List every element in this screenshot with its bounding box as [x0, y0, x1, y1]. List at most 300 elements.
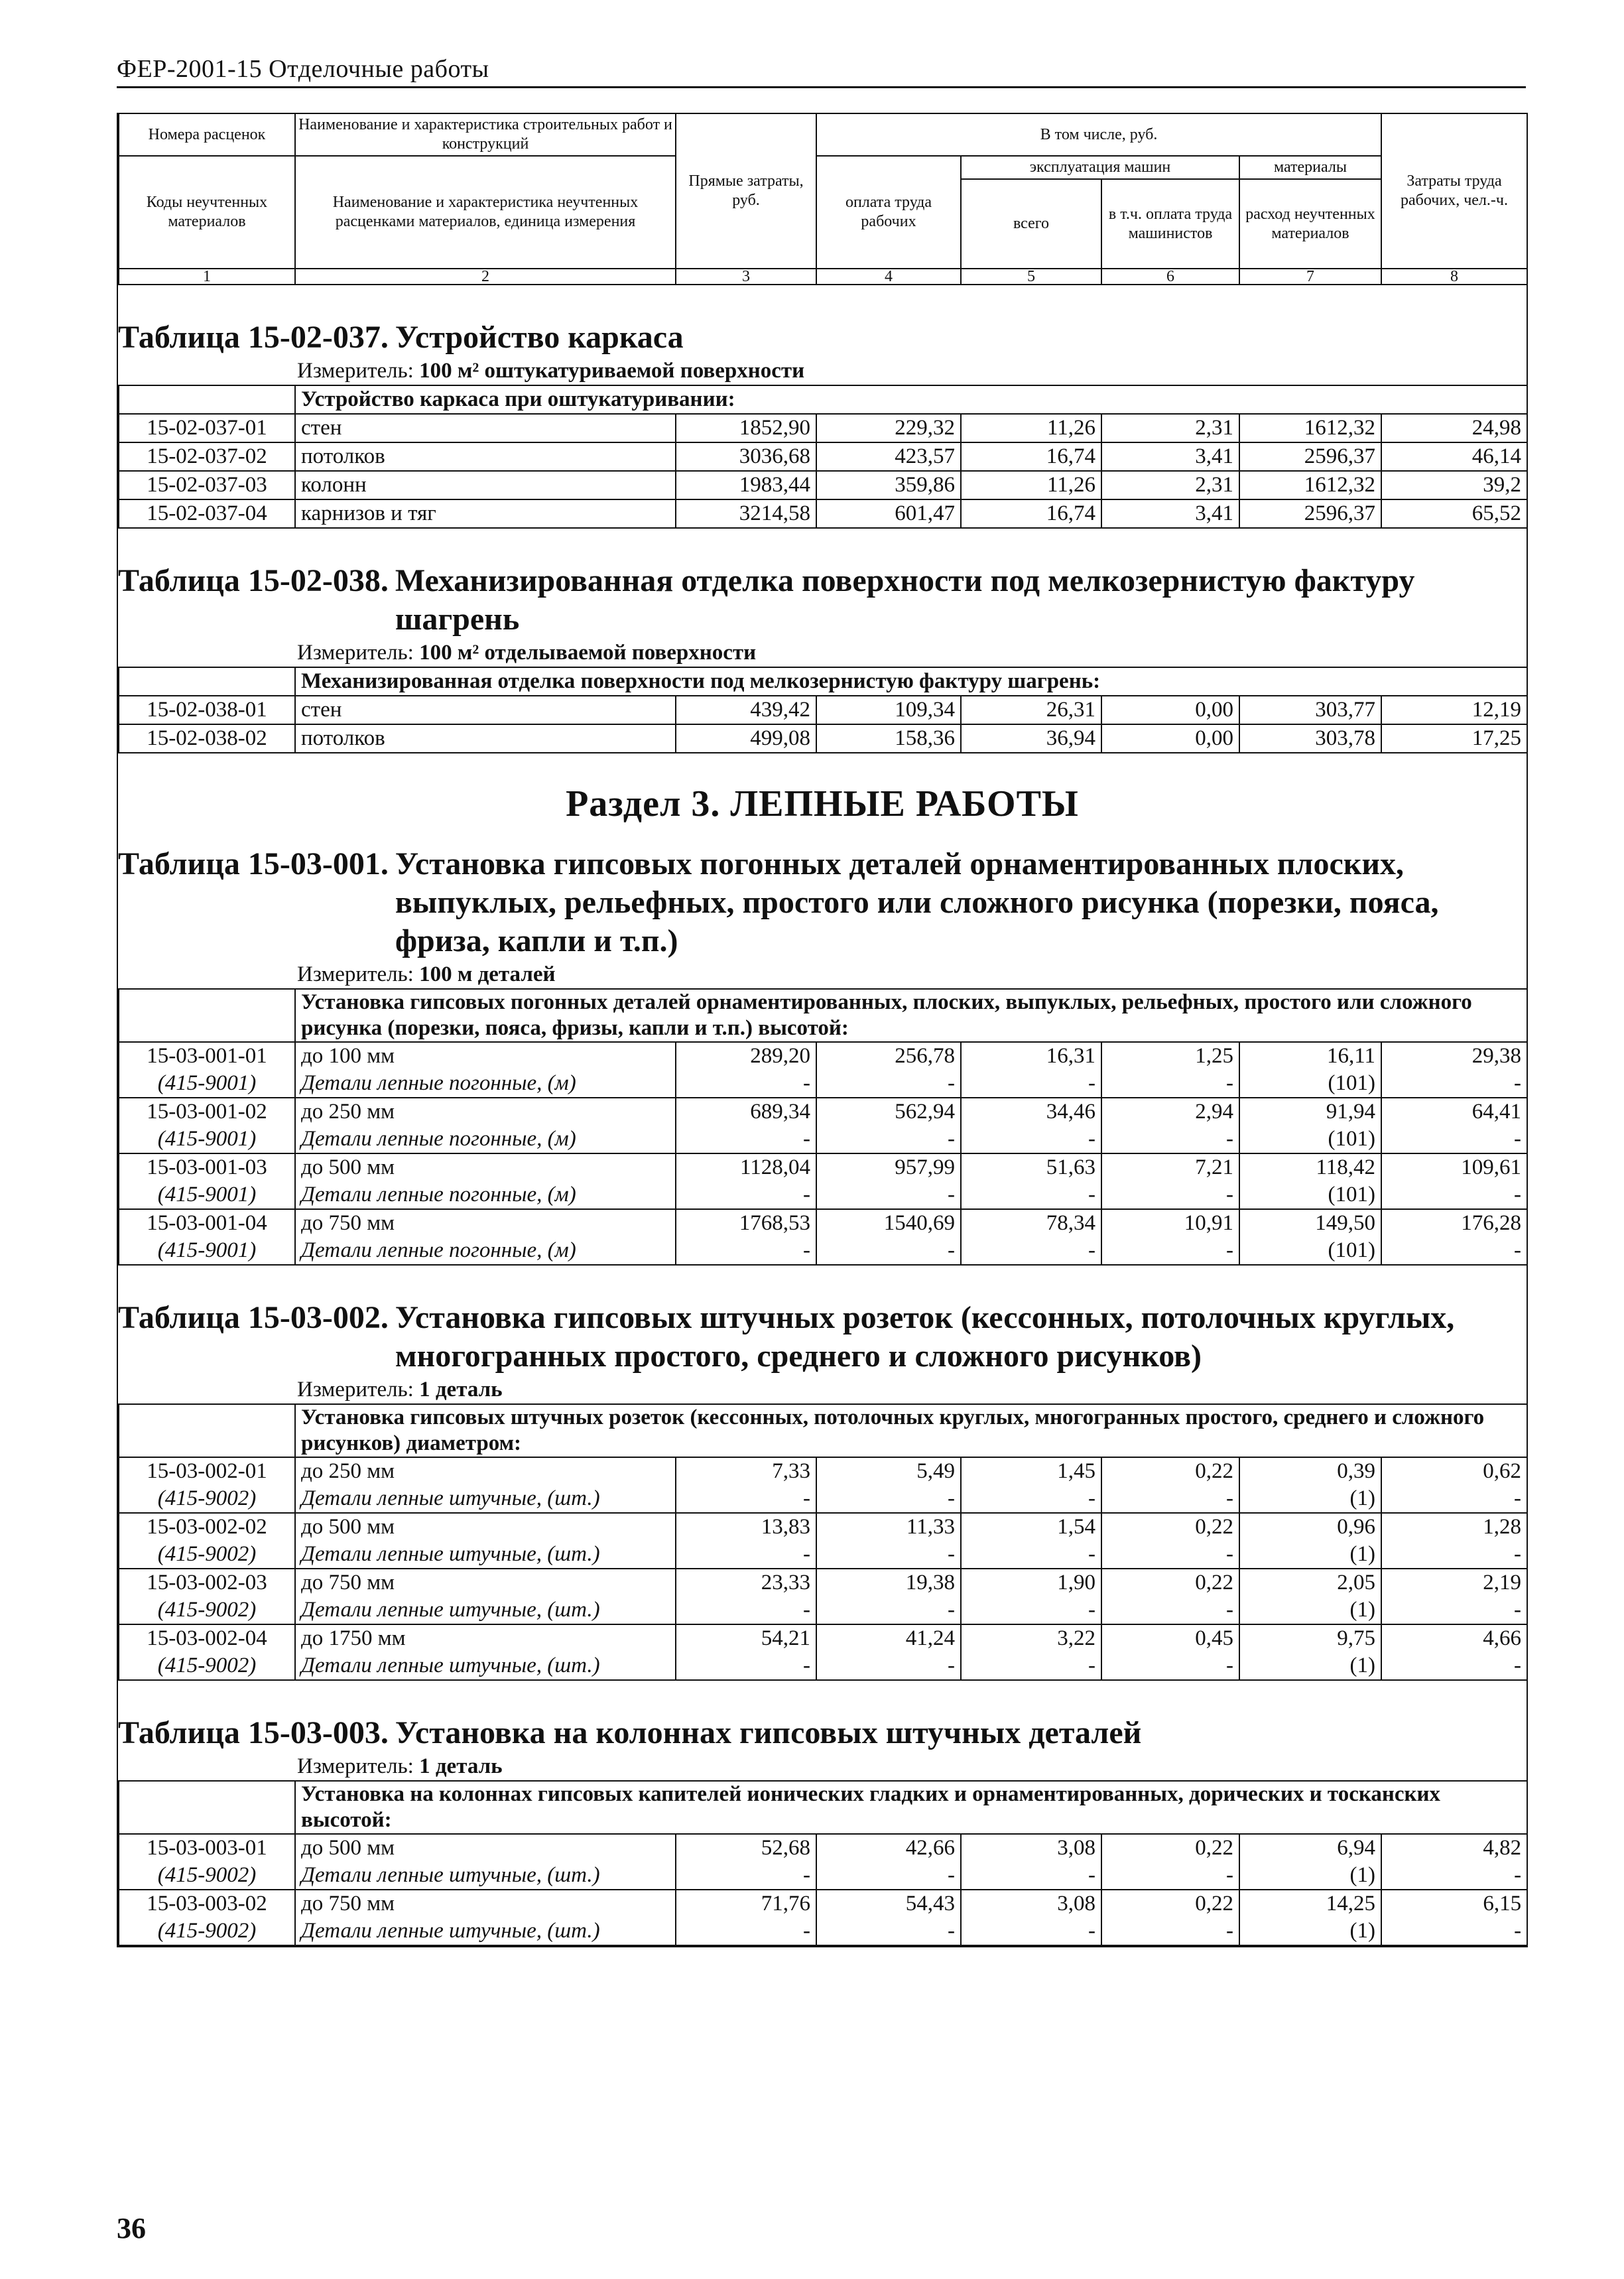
material-value: - — [1381, 1862, 1527, 1890]
rate-code: 15-03-002-01 — [119, 1457, 295, 1485]
value-cell: 6,15 — [1381, 1890, 1527, 1918]
material-value: - — [1381, 1126, 1527, 1153]
material-value: - — [1101, 1126, 1239, 1153]
material-value: - — [961, 1862, 1101, 1890]
rate-code: 15-03-001-02 — [119, 1098, 295, 1126]
value-cell: 2,31 — [1101, 471, 1239, 499]
material-name: Детали лепные погонные, (м) — [295, 1181, 676, 1209]
value-cell: 289,20 — [676, 1042, 816, 1070]
material-value: - — [961, 1126, 1101, 1153]
value-cell: 118,42 — [1239, 1153, 1381, 1181]
rate-code: 15-03-002-04 — [119, 1624, 295, 1652]
material-value: (101) — [1239, 1237, 1381, 1265]
table-row — [119, 1042, 1527, 1070]
work-name: потолков — [295, 724, 676, 753]
rate-code: 15-03-002-03 — [119, 1569, 295, 1596]
value-cell: 256,78 — [816, 1042, 961, 1070]
rate-table — [118, 667, 1528, 753]
table-row — [119, 1457, 1527, 1485]
work-name: до 500 мм — [295, 1153, 676, 1181]
rate-code: 15-03-002-02 — [119, 1513, 295, 1541]
material-value: (1) — [1239, 1862, 1381, 1890]
material-name: Детали лепные погонные, (м) — [295, 1126, 676, 1153]
rate-code: 15-02-038-02 — [119, 724, 295, 753]
rate-code: 15-02-038-01 — [119, 696, 295, 724]
meter-label: Измеритель: — [297, 962, 414, 986]
material-code: (415-9002) — [119, 1596, 295, 1624]
material-value: - — [1101, 1237, 1239, 1265]
value-cell: 3,41 — [1101, 499, 1239, 528]
value-cell: 4,82 — [1381, 1834, 1527, 1862]
value-cell: 3,41 — [1101, 442, 1239, 471]
group-heading: Установка гипсовых погонных деталей орнаментированных, плоских, выпуклых, рельефных, простого или сложного рисунка (порезки, пояса, фризы, капли и т.п.) высотой: — [295, 989, 1527, 1042]
material-value: - — [1381, 1070, 1527, 1098]
meter-value: 1 деталь — [419, 1378, 503, 1401]
group-row — [119, 1404, 1527, 1457]
material-row — [119, 1070, 1527, 1098]
header-rule — [117, 86, 1526, 88]
value-cell: 0,22 — [1101, 1513, 1239, 1541]
meter-label: Измеритель: — [297, 1378, 414, 1401]
table-row — [119, 442, 1527, 471]
work-name: до 500 мм — [295, 1513, 676, 1541]
header-material-usage: расход неучтенных материалов — [1239, 179, 1381, 269]
group-spacer — [119, 385, 295, 414]
rate-table — [118, 385, 1528, 529]
header-machinist-pay: в т.ч. оплата труда машинистов — [1101, 179, 1239, 269]
rate-code: 15-02-037-04 — [119, 499, 295, 528]
material-code: (415-9001) — [119, 1237, 295, 1265]
rate-code: 15-02-037-02 — [119, 442, 295, 471]
table-meter — [118, 1376, 1527, 1403]
value-cell: 16,11 — [1239, 1042, 1381, 1070]
material-value: (1) — [1239, 1918, 1381, 1945]
material-value: (1) — [1239, 1652, 1381, 1680]
table-name: Механизированная отделка поверхности под мелкозернистую фактуру шагрень — [395, 563, 1415, 637]
header-material-name: Наименование и характеристика неучтенных расценками материалов, единица измерения — [295, 156, 676, 269]
value-cell: 359,86 — [816, 471, 961, 499]
material-code: (415-9002) — [119, 1862, 295, 1890]
rate-code: 15-03-003-01 — [119, 1834, 295, 1862]
material-value: - — [961, 1918, 1101, 1945]
work-name: до 500 мм — [295, 1834, 676, 1862]
value-cell: 3,08 — [961, 1890, 1101, 1918]
material-value: - — [1101, 1485, 1239, 1513]
value-cell: 39,2 — [1381, 471, 1527, 499]
group-row — [119, 385, 1527, 414]
value-cell: 601,47 — [816, 499, 961, 528]
work-name: до 750 мм — [295, 1209, 676, 1237]
table-name: Установка гипсовых штучных розеток (кессонных, потолочных круглых, многогранных простого, среднего и сложного рисунков) — [395, 1300, 1455, 1374]
table-title — [118, 562, 1527, 639]
material-value: - — [1101, 1596, 1239, 1624]
material-name: Детали лепные штучные, (шт.) — [295, 1652, 676, 1680]
material-name: Детали лепные штучные, (шт.) — [295, 1862, 676, 1890]
table-number: Таблица 15-02-037. — [118, 320, 389, 355]
value-cell: 14,25 — [1239, 1890, 1381, 1918]
value-cell: 71,76 — [676, 1890, 816, 1918]
table-row — [119, 499, 1527, 528]
table-row — [119, 1624, 1527, 1652]
work-name: до 100 мм — [295, 1042, 676, 1070]
material-value: - — [816, 1596, 961, 1624]
material-value: - — [961, 1541, 1101, 1569]
meter-value: 1 деталь — [419, 1754, 503, 1778]
value-cell: 229,32 — [816, 414, 961, 442]
value-cell: 0,39 — [1239, 1457, 1381, 1485]
value-cell: 16,74 — [961, 442, 1101, 471]
value-cell: 2,19 — [1381, 1569, 1527, 1596]
material-row — [119, 1652, 1527, 1680]
material-value: - — [676, 1918, 816, 1945]
price-sheet — [117, 113, 1528, 1947]
value-cell: 17,25 — [1381, 724, 1527, 753]
value-cell: 423,57 — [816, 442, 961, 471]
material-value: - — [1101, 1541, 1239, 1569]
value-cell: 3036,68 — [676, 442, 816, 471]
rate-table — [118, 1780, 1528, 1946]
material-value: - — [676, 1126, 816, 1153]
value-cell: 78,34 — [961, 1209, 1101, 1237]
material-value: - — [816, 1237, 961, 1265]
value-cell: 689,34 — [676, 1098, 816, 1126]
group-heading: Устройство каркаса при оштукатуривании: — [295, 385, 1527, 414]
table-row — [119, 471, 1527, 499]
value-cell: 439,42 — [676, 696, 816, 724]
value-cell: 16,31 — [961, 1042, 1101, 1070]
header-machines-total: всего — [961, 179, 1101, 269]
meter-value: 100 м² оштукатуриваемой поверхности — [419, 359, 805, 383]
material-value: - — [816, 1485, 961, 1513]
value-cell: 0,00 — [1101, 724, 1239, 753]
meter-label: Измеритель: — [297, 641, 414, 665]
material-row — [119, 1596, 1527, 1624]
value-cell: 3,22 — [961, 1624, 1101, 1652]
group-heading: Механизированная отделка поверхности под мелкозернистую фактуру шагрень: — [295, 667, 1527, 696]
group-spacer — [119, 1781, 295, 1834]
table-name: Устройство каркаса — [395, 320, 684, 355]
value-cell: 303,77 — [1239, 696, 1381, 724]
value-cell: 3,08 — [961, 1834, 1101, 1862]
value-cell: 34,46 — [961, 1098, 1101, 1126]
value-cell: 65,52 — [1381, 499, 1527, 528]
value-cell: 2596,37 — [1239, 442, 1381, 471]
material-value: (1) — [1239, 1541, 1381, 1569]
value-cell: 54,43 — [816, 1890, 961, 1918]
value-cell: 41,24 — [816, 1624, 961, 1652]
column-number: 8 — [1381, 269, 1527, 285]
material-name: Детали лепные штучные, (шт.) — [295, 1918, 676, 1945]
value-cell: 2,05 — [1239, 1569, 1381, 1596]
material-code: (415-9002) — [119, 1541, 295, 1569]
material-value: (1) — [1239, 1485, 1381, 1513]
material-code: (415-9002) — [119, 1652, 295, 1680]
table-row — [119, 696, 1527, 724]
table-row — [119, 724, 1527, 753]
material-value: (101) — [1239, 1126, 1381, 1153]
material-value: (101) — [1239, 1070, 1381, 1098]
material-value: - — [1381, 1541, 1527, 1569]
rate-code: 15-03-003-02 — [119, 1890, 295, 1918]
group-row — [119, 1781, 1527, 1834]
table-row — [119, 1569, 1527, 1596]
work-name: стен — [295, 696, 676, 724]
material-code: (415-9002) — [119, 1918, 295, 1945]
value-cell: 4,66 — [1381, 1624, 1527, 1652]
value-cell: 109,34 — [816, 696, 961, 724]
material-value: - — [816, 1918, 961, 1945]
value-cell: 0,22 — [1101, 1569, 1239, 1596]
column-number: 3 — [676, 269, 816, 285]
value-cell: 91,94 — [1239, 1098, 1381, 1126]
value-cell: 2,94 — [1101, 1098, 1239, 1126]
value-cell: 24,98 — [1381, 414, 1527, 442]
value-cell: 10,91 — [1101, 1209, 1239, 1237]
table-number: Таблица 15-02-038. — [118, 563, 389, 598]
table-row — [119, 1890, 1527, 1918]
value-cell: 7,21 — [1101, 1153, 1239, 1181]
material-value: - — [816, 1652, 961, 1680]
work-name: карнизов и тяг — [295, 499, 676, 528]
rate-tables — [118, 318, 1527, 1946]
value-cell: 36,94 — [961, 724, 1101, 753]
value-cell: 6,94 — [1239, 1834, 1381, 1862]
table-row — [119, 1834, 1527, 1862]
value-cell: 1128,04 — [676, 1153, 816, 1181]
work-name: до 250 мм — [295, 1098, 676, 1126]
value-cell: 0,62 — [1381, 1457, 1527, 1485]
material-value: (1) — [1239, 1596, 1381, 1624]
meter-label: Измеритель: — [297, 1754, 414, 1778]
value-cell: 0,00 — [1101, 696, 1239, 724]
table-title — [118, 845, 1527, 960]
rate-code: 15-03-001-04 — [119, 1209, 295, 1237]
column-number: 6 — [1101, 269, 1239, 285]
value-cell: 11,26 — [961, 471, 1101, 499]
table-row — [119, 1209, 1527, 1237]
table-meter — [118, 960, 1527, 988]
header-worker-pay: оплата труда рабочих — [816, 156, 961, 269]
document-title: ФЕР-2001-15 Отделочные работы — [117, 55, 489, 83]
value-cell: 64,41 — [1381, 1098, 1527, 1126]
rate-code: 15-02-037-03 — [119, 471, 295, 499]
value-cell: 7,33 — [676, 1457, 816, 1485]
page-number: 36 — [117, 2212, 146, 2245]
work-name: до 750 мм — [295, 1569, 676, 1596]
header-machine-operation: эксплуатация машин — [961, 156, 1239, 179]
material-row — [119, 1918, 1527, 1945]
rate-code: 15-02-037-01 — [119, 414, 295, 442]
table-row — [119, 1513, 1527, 1541]
value-cell: 1768,53 — [676, 1209, 816, 1237]
material-value: - — [961, 1652, 1101, 1680]
table-name: Установка гипсовых погонных деталей орнаментированных плоских, выпуклых, рельефных, простого или сложного рисунка (порезки, пояса, фриза, капли и т.п.) — [395, 846, 1439, 958]
material-name: Детали лепные погонные, (м) — [295, 1237, 676, 1265]
value-cell: 1612,32 — [1239, 414, 1381, 442]
material-code: (415-9001) — [119, 1126, 295, 1153]
material-name: Детали лепные штучные, (шт.) — [295, 1596, 676, 1624]
material-value: - — [1381, 1237, 1527, 1265]
work-name: до 750 мм — [295, 1890, 676, 1918]
value-cell: 9,75 — [1239, 1624, 1381, 1652]
group-spacer — [119, 1404, 295, 1457]
material-value: - — [1101, 1652, 1239, 1680]
material-value: - — [1381, 1918, 1527, 1945]
value-cell: 26,31 — [961, 696, 1101, 724]
value-cell: 499,08 — [676, 724, 816, 753]
value-cell: 0,22 — [1101, 1834, 1239, 1862]
material-value: - — [1381, 1181, 1527, 1209]
table-row — [119, 1153, 1527, 1181]
value-cell: 176,28 — [1381, 1209, 1527, 1237]
table-meter — [118, 357, 1527, 385]
material-row — [119, 1237, 1527, 1265]
table-row — [119, 1098, 1527, 1126]
header-materials: материалы — [1239, 156, 1381, 179]
value-cell: 46,14 — [1381, 442, 1527, 471]
material-value: - — [961, 1485, 1101, 1513]
material-value: - — [961, 1181, 1101, 1209]
material-value: - — [961, 1237, 1101, 1265]
material-value: - — [961, 1596, 1101, 1624]
material-row — [119, 1485, 1527, 1513]
table-number: Таблица 15-03-003. — [118, 1715, 389, 1750]
value-cell: 5,49 — [816, 1457, 961, 1485]
meter-value: 100 м деталей — [419, 962, 556, 986]
value-cell: 0,22 — [1101, 1457, 1239, 1485]
group-heading: Установка гипсовых штучных розеток (кессонных, потолочных круглых, многогранных простого, среднего и сложного рисунков) диаметром: — [295, 1404, 1527, 1457]
value-cell: 16,74 — [961, 499, 1101, 528]
value-cell: 1983,44 — [676, 471, 816, 499]
table-title — [118, 318, 1527, 357]
column-number: 4 — [816, 269, 961, 285]
material-value: - — [1381, 1652, 1527, 1680]
header-rate-numbers: Номера расценок — [119, 113, 295, 156]
group-spacer — [119, 667, 295, 696]
material-name: Детали лепные штучные, (шт.) — [295, 1541, 676, 1569]
work-name: потолков — [295, 442, 676, 471]
value-cell: 1,28 — [1381, 1513, 1527, 1541]
value-cell: 1,54 — [961, 1513, 1101, 1541]
rate-table — [118, 988, 1528, 1266]
column-number-row — [119, 269, 1527, 285]
material-value: - — [816, 1181, 961, 1209]
material-row — [119, 1541, 1527, 1569]
value-cell: 1852,90 — [676, 414, 816, 442]
column-number: 7 — [1239, 269, 1381, 285]
value-cell: 23,33 — [676, 1569, 816, 1596]
value-cell: 158,36 — [816, 724, 961, 753]
material-code: (415-9002) — [119, 1485, 295, 1513]
material-row — [119, 1181, 1527, 1209]
material-name: Детали лепные штучные, (шт.) — [295, 1485, 676, 1513]
column-number: 5 — [961, 269, 1101, 285]
rate-code: 15-03-001-03 — [119, 1153, 295, 1181]
meter-value: 100 м² отделываемой поверхности — [419, 641, 757, 665]
group-row — [119, 989, 1527, 1042]
table-row — [119, 414, 1527, 442]
material-code: (415-9001) — [119, 1070, 295, 1098]
value-cell: 303,78 — [1239, 724, 1381, 753]
material-code: (415-9001) — [119, 1181, 295, 1209]
rate-code: 15-03-001-01 — [119, 1042, 295, 1070]
table-number: Таблица 15-03-001. — [118, 846, 389, 881]
value-cell: 54,21 — [676, 1624, 816, 1652]
work-name: до 250 мм — [295, 1457, 676, 1485]
header-including: В том числе, руб. — [816, 113, 1381, 156]
material-value: - — [816, 1070, 961, 1098]
table-name: Установка на колоннах гипсовых штучных деталей — [395, 1715, 1142, 1750]
value-cell: 0,96 — [1239, 1513, 1381, 1541]
material-value: - — [676, 1485, 816, 1513]
material-value: - — [816, 1126, 961, 1153]
material-value: - — [676, 1237, 816, 1265]
material-row — [119, 1126, 1527, 1153]
value-cell: 1,90 — [961, 1569, 1101, 1596]
table-title — [118, 1714, 1527, 1752]
header-labor-hours: Затраты труда рабочих, чел.-ч. — [1381, 113, 1527, 269]
value-cell: 11,26 — [961, 414, 1101, 442]
table-meter — [118, 639, 1527, 667]
value-cell: 1,45 — [961, 1457, 1101, 1485]
column-number: 2 — [295, 269, 676, 285]
value-cell: 29,38 — [1381, 1042, 1527, 1070]
table-meter — [118, 1752, 1527, 1780]
material-value: - — [676, 1596, 816, 1624]
value-cell: 0,22 — [1101, 1890, 1239, 1918]
value-cell: 3214,58 — [676, 499, 816, 528]
material-row — [119, 1862, 1527, 1890]
column-number: 1 — [119, 269, 295, 285]
group-heading: Установка на колоннах гипсовых капителей ионических гладких и орнаментированных, дорических и тосканских высотой: — [295, 1781, 1527, 1834]
value-cell: 19,38 — [816, 1569, 961, 1596]
material-value: - — [961, 1070, 1101, 1098]
section-title: Раздел 3. ЛЕПНЫЕ РАБОТЫ — [566, 783, 1079, 824]
value-cell: 0,45 — [1101, 1624, 1239, 1652]
material-value: - — [816, 1862, 961, 1890]
material-value: (101) — [1239, 1181, 1381, 1209]
material-value: - — [1101, 1181, 1239, 1209]
material-value: - — [676, 1070, 816, 1098]
material-name: Детали лепные погонные, (м) — [295, 1070, 676, 1098]
material-value: - — [1381, 1596, 1527, 1624]
rate-table — [118, 1403, 1528, 1681]
meter-label: Измеритель: — [297, 359, 414, 383]
value-cell: 562,94 — [816, 1098, 961, 1126]
group-spacer — [119, 989, 295, 1042]
work-name: стен — [295, 414, 676, 442]
value-cell: 1612,32 — [1239, 471, 1381, 499]
material-value: - — [1101, 1070, 1239, 1098]
work-name: колонн — [295, 471, 676, 499]
value-cell: 51,63 — [961, 1153, 1101, 1181]
group-row — [119, 667, 1527, 696]
value-cell: 149,50 — [1239, 1209, 1381, 1237]
header-direct-costs: Прямые затраты, руб. — [676, 113, 816, 269]
material-value: - — [1101, 1862, 1239, 1890]
header-material-codes: Коды неучтенных материалов — [119, 156, 295, 269]
table-number: Таблица 15-03-002. — [118, 1300, 389, 1335]
value-cell: 1,25 — [1101, 1042, 1239, 1070]
value-cell: 52,68 — [676, 1834, 816, 1862]
value-cell: 11,33 — [816, 1513, 961, 1541]
column-header-table — [118, 113, 1528, 285]
material-value: - — [676, 1652, 816, 1680]
material-value: - — [676, 1862, 816, 1890]
value-cell: 957,99 — [816, 1153, 961, 1181]
value-cell: 42,66 — [816, 1834, 961, 1862]
table-title — [118, 1299, 1527, 1376]
